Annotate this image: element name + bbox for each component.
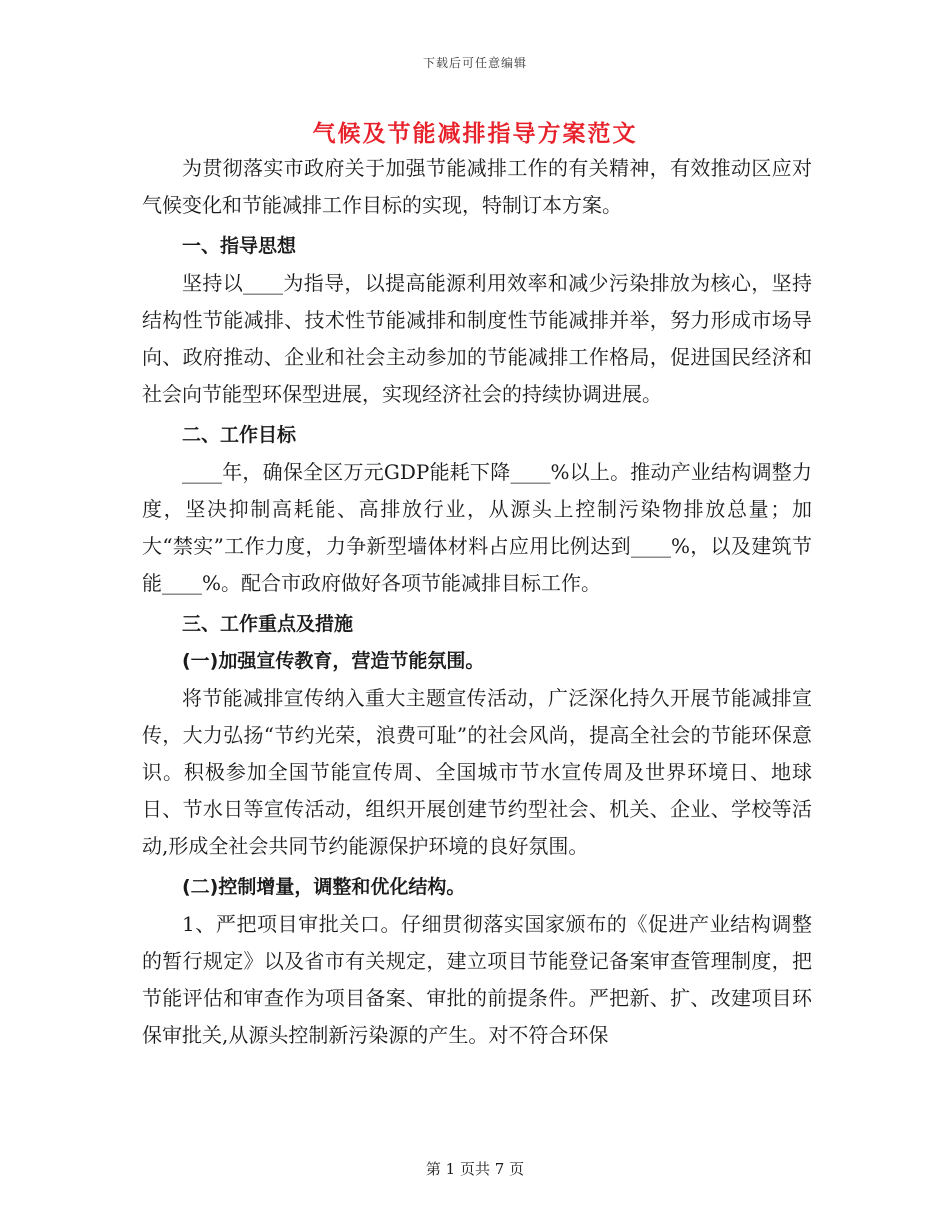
- section-text-2: ____年，确保全区万元GDP能耗下降____%以上。推动产业结构调整力度，坚决抑制高耗能、高排放行业，从源头上控制污染物排放总量；加大“禁实”工作力度，力争新型墙体材料占应用比例达到____%，以及建筑节能____%。配合市政府做好各项节能减排目标工作。: [142, 460, 812, 595]
- section-text-1: 坚持以____为指导，以提高能源利用效率和减少污染排放为核心，坚持结构性节能减排、技术性节能减排和制度性节能减排并举，努力形成市场导向、政府推动、企业和社会主动参加的节能减排工作格局，促进国民经济和社会向节能型环保型进展，实现经济社会的持续协调进展。: [142, 271, 812, 406]
- intro-paragraph: 为贯彻落实市政府关于加强节能减排工作的有关精神，有效推动区应对气候变化和节能减排工作目标的实现，特制订本方案。: [142, 156, 812, 217]
- section-heading-1: 一、指导思想: [182, 235, 297, 257]
- page-footer: 第 1 页共 7 页: [425, 1160, 525, 1178]
- section-heading-3: 三、工作重点及措施: [182, 613, 354, 635]
- section-heading-2: 二、工作目标: [182, 424, 297, 446]
- header-note: 下载后可任意编辑: [422, 56, 527, 70]
- subsection-text-1: 将节能减排宣传纳入重大主题宣传活动，广泛深化持久开展节能减排宣传，大力弘扬“节约光荣，浪费可耻”的社会风尚，提高全社会的节能环保意识。积极参加全国节能宣传周、全国城市节水宣传周及世界环境日、地球日、节水日等宣传活动，组织开展创建节约型社会、机关、企业、学校等活动,形成全社会共同节约能源保护环境的良好氛围。: [142, 686, 812, 858]
- subsection-heading-1: (一)加强宣传教育，营造节能氛围。: [182, 650, 485, 672]
- subsection-heading-2: (二)控制增量，调整和优化结构。: [182, 876, 466, 898]
- document-body: [142, 150, 812, 1054]
- subsection-item-1: 1、严把项目审批关口。仔细贯彻落实国家颁布的《促进产业结构调整的暂行规定》以及省市有关规定，建立项目节能登记备案审查管理制度，把节能评估和审查作为项目备案、审批的前提条件。严把新、扩、改建项目环保审批关,从源头控制新污染源的产生。对不符合环保: [142, 912, 812, 1047]
- document-title: 气候及节能减排指导方案范文: [312, 121, 638, 147]
